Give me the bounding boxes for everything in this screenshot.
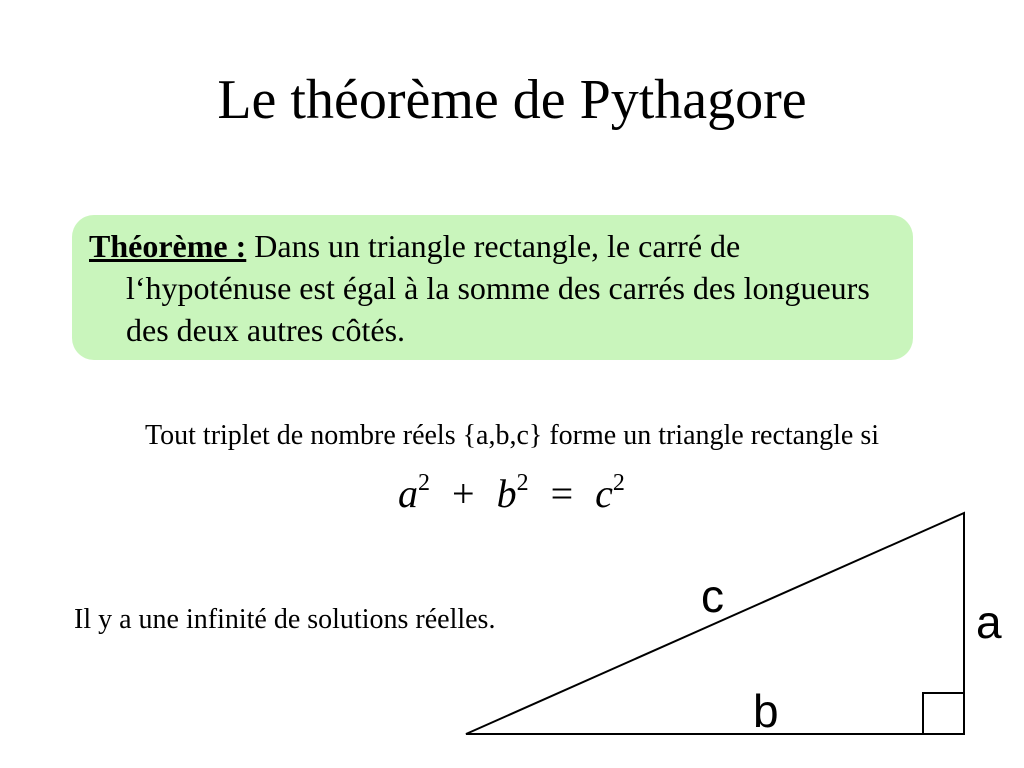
equation-equals: = — [550, 471, 574, 516]
infinite-solutions-text: Il y a une infinité de solutions réelles. — [74, 604, 496, 635]
theorem-statement: Dans un triangle rectangle, le carré de l‘hypoténuse est égal à la somme des carrés des longueurs des deux autres côtés. — [126, 228, 870, 348]
equation-var-b: b — [496, 471, 517, 516]
slide-title: Le théorème de Pythagore — [217, 69, 807, 131]
triangle-label-a: a — [976, 596, 1002, 648]
equation-var-c: c — [595, 471, 613, 516]
equation-plus: + — [452, 471, 475, 516]
right-angle-marker — [923, 693, 964, 734]
triangle-label-b: b — [753, 685, 779, 737]
triplet-statement: Tout triplet de nombre réels {a,b,c} forme un triangle rectangle si — [145, 420, 879, 451]
equation-exponent-b: 2 — [516, 470, 529, 496]
triangle-shape — [466, 513, 964, 734]
equation-exponent-a: 2 — [418, 470, 430, 496]
equation-exponent-c: 2 — [612, 470, 625, 496]
equation-var-a: a — [398, 471, 418, 516]
theorem-label: Théorème : — [89, 228, 247, 264]
triangle-label-c: c — [701, 570, 724, 622]
